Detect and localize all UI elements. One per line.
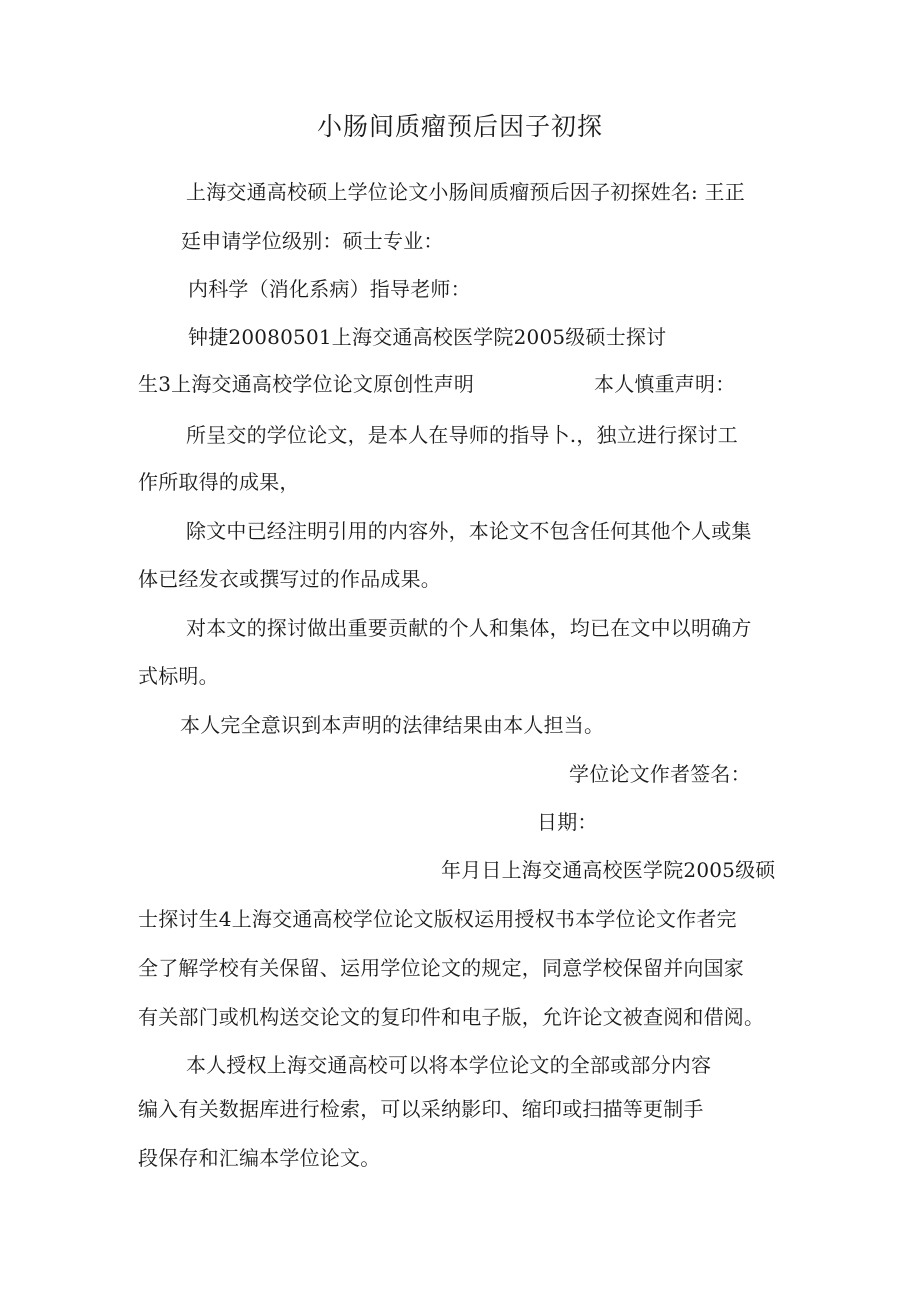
text-line-3: 内科学（消化系病）指导老师： xyxy=(188,277,471,301)
text-line-7: 所呈交的学位论文，是本人在导师的指导卜.，独立进行探讨工 xyxy=(186,423,738,447)
text-line-15: 日期： xyxy=(537,810,598,834)
text-line-11: 对本文的探讨做出重要贡献的个人和集体，均已在文中以明确方 xyxy=(186,616,752,640)
text-line-22: 段保存和汇编本学位论文。 xyxy=(138,1146,381,1170)
text-line-20: 本人授权上海交通高校可以将本学位论文的全部或部分内容 xyxy=(186,1053,712,1077)
text-line-21: 编入有关数据库进行检索，可以采纳影印、缩印或扫描等更制手 xyxy=(138,1097,704,1121)
text-line-5: 生3上海交通高校学位论文原创性声明 xyxy=(138,372,475,396)
text-line-17: 士探讨生4上海交通高校学位论文版权运用授权书本学位论文作者完 xyxy=(138,907,737,931)
text-line-12: 式标明。 xyxy=(138,664,219,688)
text-line-4: 钟捷20080501上海交通高校医学院2005级硕士探讨 xyxy=(188,325,667,349)
text-line-14: 学位论文作者签名： xyxy=(569,762,751,786)
text-line-13: 本人完全意识到本声明的法律结果由本人担当。 xyxy=(180,713,605,737)
text-line-6: 本人慎重声明： xyxy=(594,372,736,396)
text-line-9: 除文中已经注明引用的内容外，本论文不包含任何其他个人或集 xyxy=(186,519,752,543)
text-line-16: 年月日上海交通高校医学院2005级硕 xyxy=(441,858,776,882)
text-line-10: 体已经发衣或撰写过的作品成果。 xyxy=(138,567,441,591)
document-title: 小肠间质瘤预后因子初探 xyxy=(316,112,603,141)
text-line-18: 全了解学校有关保留、运用学位论文的规定，同意学校保留并向国家 xyxy=(138,956,744,980)
text-line-8: 作所取得的成果， xyxy=(138,470,300,494)
text-line-1: 上海交通高校硕上学位论文小肠间质瘤预后因子初探姓名: 王正 xyxy=(186,180,745,204)
text-line-2: 廷申请学位级别：硕士专业： xyxy=(181,229,444,253)
text-line-19: 有关部门或机构送交论文的复印件和电子版，允许论文被查阅和借阅。 xyxy=(138,1005,765,1029)
